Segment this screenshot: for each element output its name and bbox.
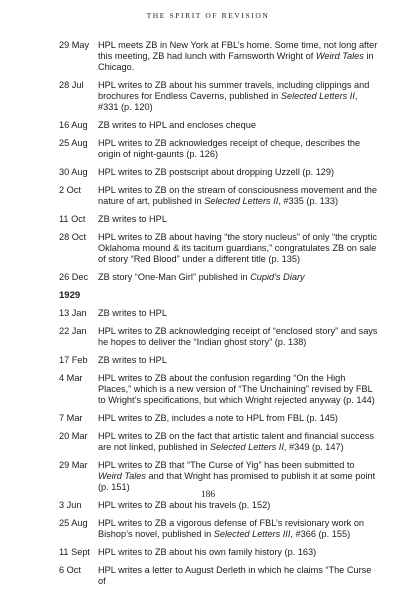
chronology-entry (59, 80, 379, 113)
entry-date: 26 Dec (59, 272, 89, 282)
entry-description (98, 138, 379, 160)
chronology-entry (59, 308, 379, 319)
italic-title: Weird Tales (315, 51, 364, 61)
italic-title: Selected Letters II (209, 442, 284, 452)
chronology-entry (59, 167, 379, 178)
entry-date: 29 May (59, 40, 90, 50)
entry-description (98, 185, 379, 207)
entry-date: 28 Oct (59, 232, 87, 242)
entry-text: , #366 (p. 155) (290, 529, 351, 539)
entry-text: , #331 (p. 120) (98, 91, 358, 112)
entry-description (98, 500, 379, 511)
italic-title: Cupid’s Diary (250, 272, 305, 282)
entry-text: in Chicago. (98, 51, 374, 72)
chronology-entry (59, 413, 379, 424)
running-head: THE SPIRIT OF REVISION (146, 11, 270, 20)
entry-description (98, 460, 379, 493)
chronology-entry (59, 272, 379, 283)
chronology-entry (59, 232, 379, 265)
entry-description (98, 40, 379, 73)
entry-date: 22 Jan (59, 326, 87, 336)
entry-text: , #349 (p. 147) (283, 442, 344, 452)
entry-description (98, 232, 379, 265)
chronology-entry (59, 40, 379, 73)
entry-text: ZB writes to HPL and encloses cheque (98, 120, 256, 130)
entry-text: HPL writes to ZB about having “the story nucleus” of only “the cryptic Oklahoma mound & its taciturn guardians,” congratulates ZB on sale of story “Red Blood” under a different title (p. 135) (98, 232, 377, 264)
chronology-entry (59, 565, 379, 587)
entry-date: 28 Jul (59, 80, 84, 90)
entry-text: ZB writes to HPL (98, 355, 167, 365)
entry-description (98, 431, 379, 453)
entry-description (98, 80, 379, 113)
entry-text: HPL writes to ZB about his own family history (p. 163) (98, 547, 317, 557)
entry-description (98, 214, 379, 225)
entry-text: HPL writes to ZB a vigorous defense of FBL’s revisionary work on Bishop’s novel, published in (98, 518, 365, 539)
italic-title: Weird Tales (98, 471, 146, 481)
entry-date: 2 Oct (59, 185, 81, 195)
entry-text: and that Wright has promised to publish it at some point (p. 151) (98, 471, 376, 492)
entry-text: HPL writes to ZB on the stream of consciousness movement and the nature of art, published in (98, 185, 377, 206)
chronology-entry (59, 355, 379, 366)
entry-date: 25 Aug (59, 518, 88, 528)
entry-text: HPL writes to ZB acknowledging receipt of “enclosed story” and says he hopes to deliver the “Indian ghost story” (p. 138) (98, 326, 378, 347)
entry-description (98, 355, 379, 366)
chronology-entry (59, 138, 379, 160)
entry-text: ZB story “One-Man Girl” published in (98, 272, 251, 282)
entry-description (98, 565, 379, 587)
entry-date: 25 Aug (59, 138, 88, 148)
chronology-entry (59, 326, 379, 348)
chronology-list (59, 40, 379, 594)
entry-text: HPL writes to ZB postscript about dropping Uzzell (p. 129) (98, 167, 335, 177)
year-heading: 1929 (59, 290, 81, 301)
entry-text: HPL writes to ZB that “The Curse of Yig” has been submitted to (98, 460, 355, 470)
entry-text: HPL writes to ZB about his summer travels, including clippings and brochures for Endless Caverns, published in (98, 80, 370, 101)
entry-description (98, 373, 379, 406)
entry-description (98, 326, 379, 348)
chronology-entry (59, 518, 379, 540)
entry-date: 3 Jun (59, 500, 82, 510)
chronology-entry (59, 373, 379, 406)
chronology-entry (59, 431, 379, 453)
entry-text: , #335 (p. 133) (278, 196, 339, 206)
page-number: 186 (200, 490, 216, 500)
chronology-entry (59, 185, 379, 207)
entry-text: HPL writes to ZB about his travels (p. 152) (98, 500, 271, 510)
entry-text: ZB writes to HPL (98, 214, 167, 224)
italic-title: Selected Letters II (204, 196, 279, 206)
entry-text: HPL writes a letter to August Derleth in which he claims “The Curse of (98, 565, 372, 586)
entry-description (98, 413, 379, 424)
entry-description (98, 272, 379, 283)
entry-date: 11 Sept (59, 547, 90, 557)
entry-description (98, 120, 379, 131)
italic-title: Selected Letters III (213, 529, 291, 539)
entry-date: 30 Aug (59, 167, 88, 177)
entry-date: 6 Oct (59, 565, 81, 575)
entry-text: HPL meets ZB in New York at FBL’s home. Some time, not long after this meeting, ZB had lunch with Farnsworth Wright of (98, 40, 378, 61)
entry-date: 7 Mar (59, 413, 83, 423)
entry-date: 16 Aug (59, 120, 88, 130)
italic-title: Selected Letters II (280, 91, 355, 101)
entry-date: 11 Oct (59, 214, 86, 224)
entry-date: 13 Jan (59, 308, 87, 318)
chronology-entry (59, 460, 379, 493)
entry-date: 17 Feb (59, 355, 88, 365)
entry-description (98, 518, 379, 540)
entry-text: HPL writes to ZB, includes a note to HPL from FBL (p. 145) (98, 413, 338, 423)
entry-text: ZB writes to HPL (98, 308, 167, 318)
entry-text: HPL writes to ZB about the confusion regarding “On the High Places,” which is a new version of “The Unchaining” revised by FBL to Wright’s specifications, but which Wright rejected anyway (p. 144) (98, 373, 375, 405)
entry-date: 20 Mar (59, 431, 88, 441)
chronology-entry (59, 214, 379, 225)
chronology-entry (59, 547, 379, 558)
entry-date: 4 Mar (59, 373, 83, 383)
entry-description (98, 547, 379, 558)
entry-text: HPL writes to ZB on the fact that artistic talent and financial success are not linked, published in (98, 431, 374, 452)
chronology-entry (59, 500, 379, 511)
chronology-entry (59, 120, 379, 131)
entry-text: HPL writes to ZB acknowledges receipt of cheque, describes the origin of night-gaunts (p. 126) (98, 138, 361, 159)
entry-description (98, 167, 379, 178)
entry-date: 29 Mar (59, 460, 88, 470)
entry-description (98, 308, 379, 319)
